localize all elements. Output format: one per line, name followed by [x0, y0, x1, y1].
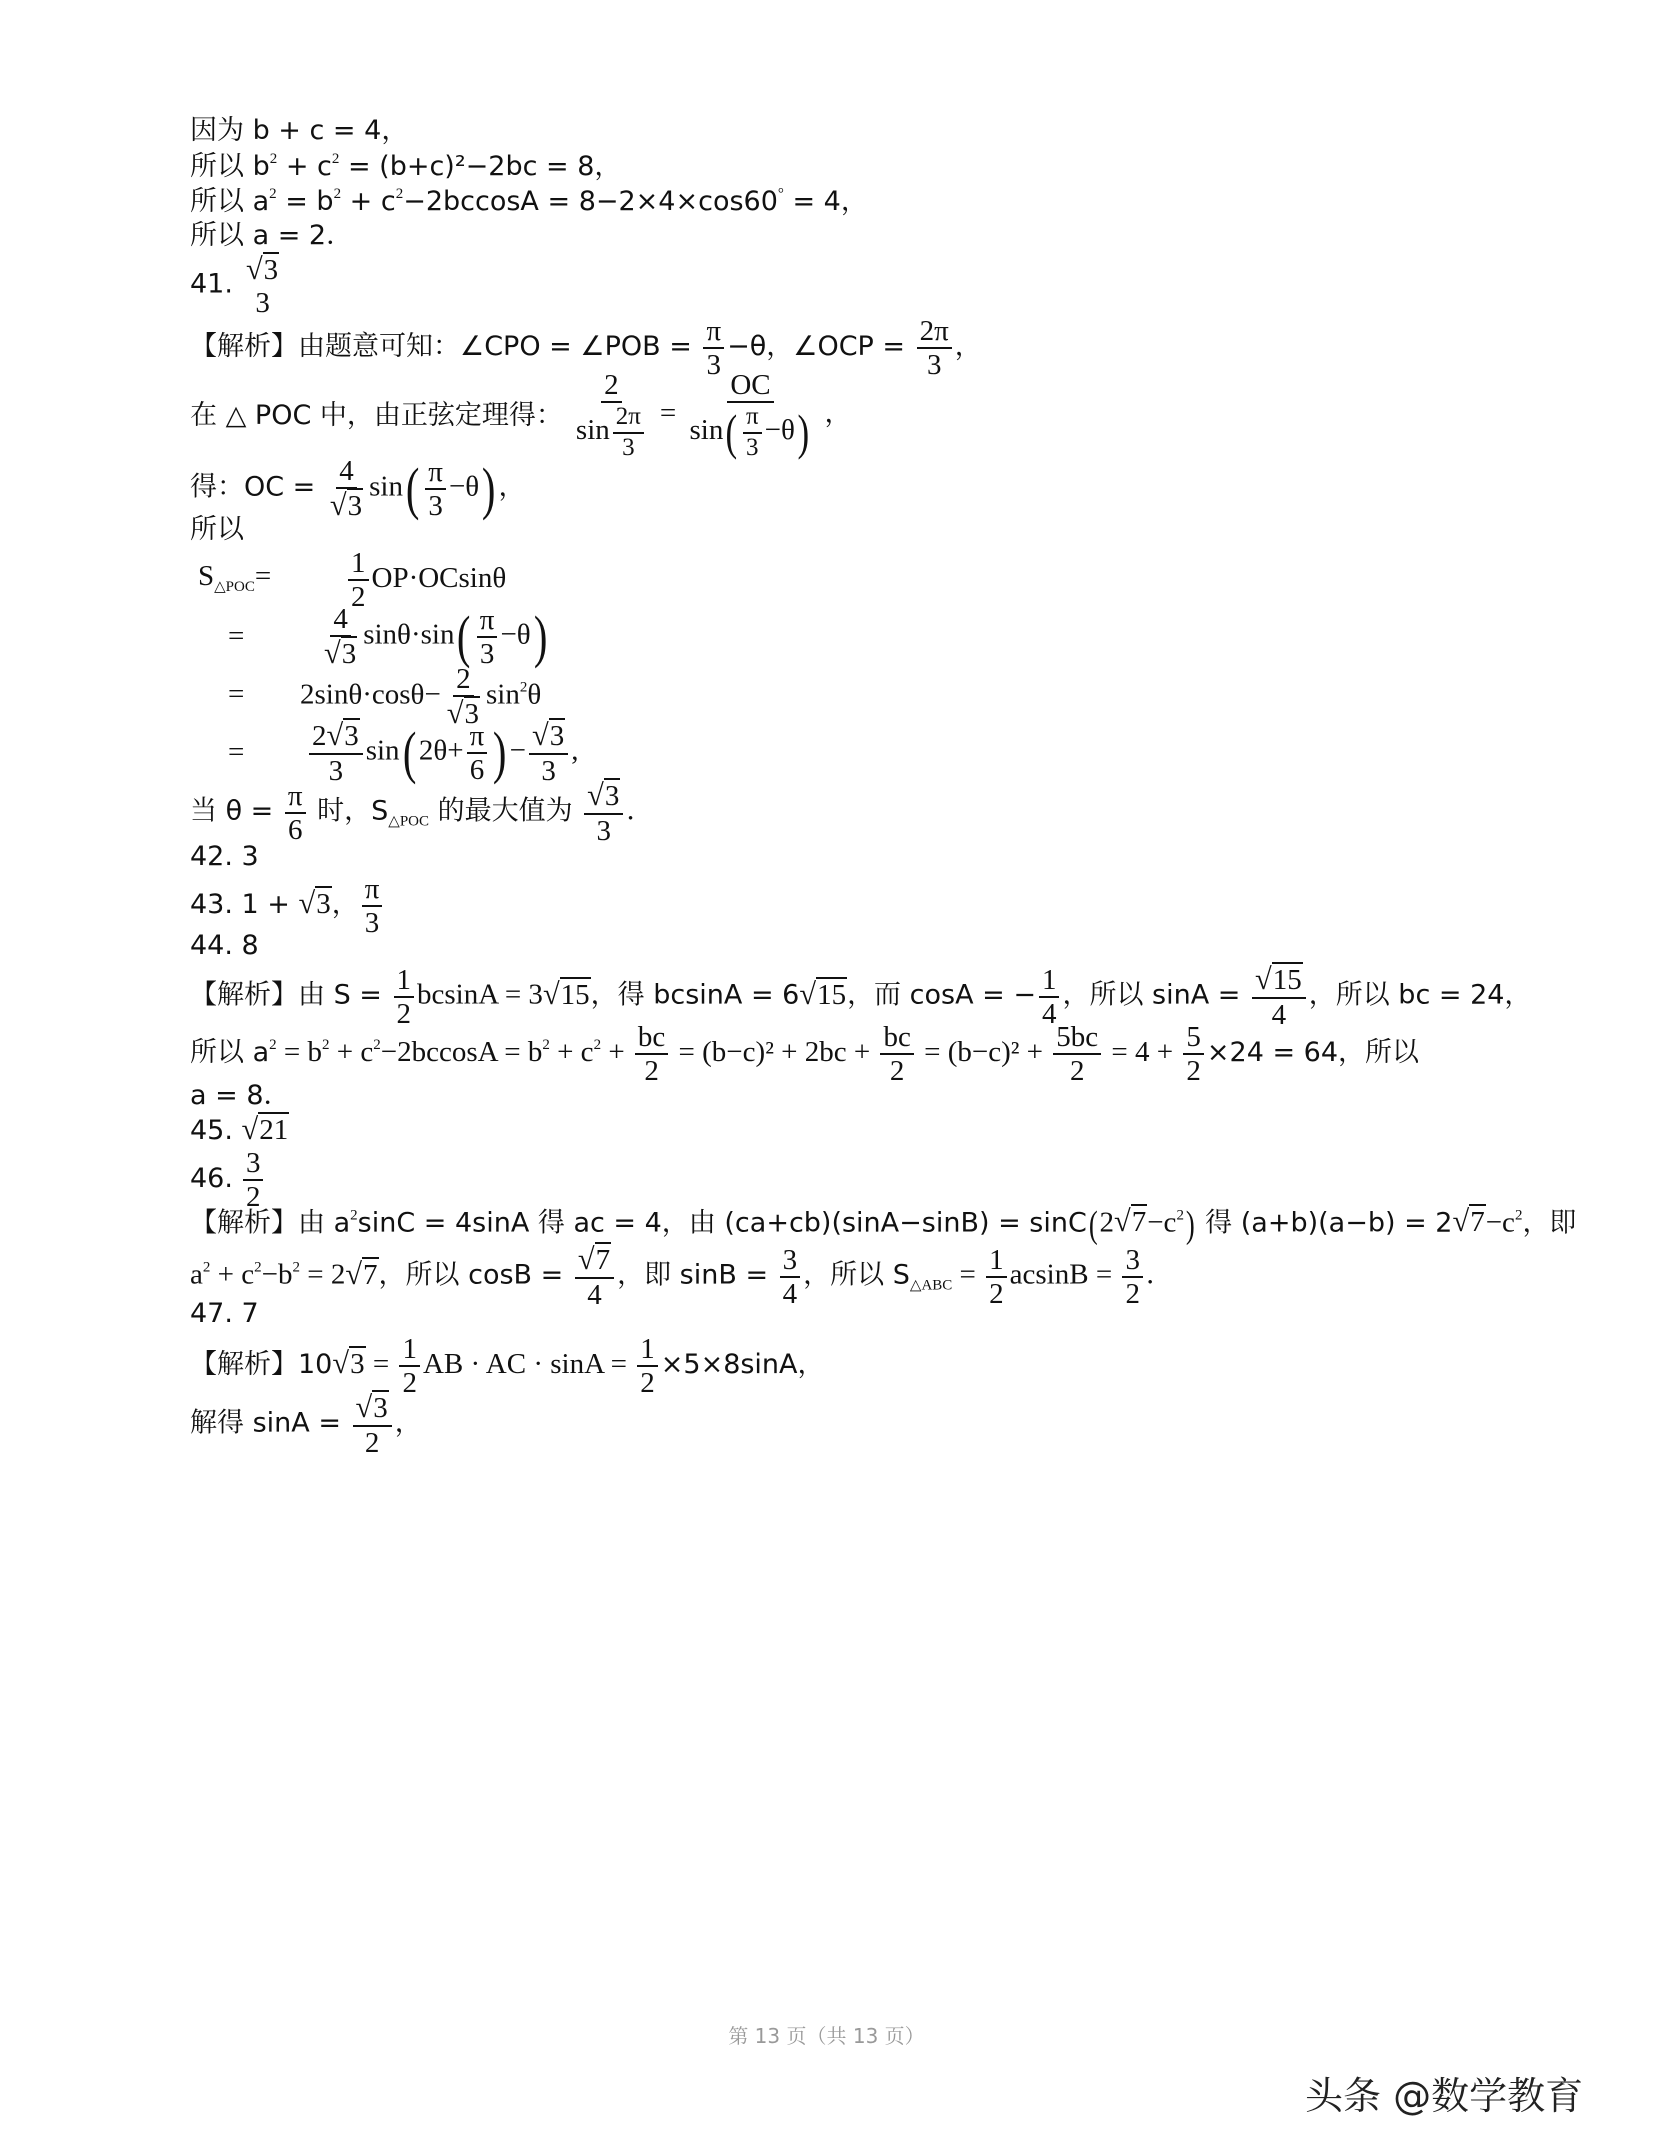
equation-row-4: $\frac{2√3}{3}$ sin(2θ+ $\frac{\pi}{6}$ )− $\frac{√3}{3}$ ,	[306, 720, 578, 786]
fraction: $\frac{\pi}{3}$	[703, 316, 724, 381]
text-line: 【解析】10√3 = $\frac{1}{2}$ AB · AC · sinA = $\frac{1}{2}$ ×5×8sinA，	[190, 1333, 825, 1400]
page-footer: 第 13 页（共 13 页）	[728, 2024, 925, 2048]
fraction: $\frac{2\pi}{3}$	[917, 316, 952, 381]
question-number: 41.	[190, 268, 233, 300]
text: = 4，	[783, 186, 868, 217]
question-41	[190, 254, 285, 318]
fraction: $\frac{4}{√3}$	[329, 455, 363, 523]
equation-row-3: 2sinθ·cosθ− $\frac{2}{√3}$ $\sin^2\theta$	[300, 663, 542, 731]
text: =	[659, 396, 684, 429]
analysis-label: 【解析】由题意可知：∠CPO = ∠POB =	[190, 330, 701, 362]
fraction: 2 sin $\frac{2\pi}{3}$	[573, 370, 650, 461]
text-line	[190, 117, 408, 145]
text: + c	[341, 186, 396, 217]
superscript: 2	[395, 186, 404, 202]
text-line	[190, 152, 621, 181]
superscript: 2	[333, 186, 342, 202]
text-line	[190, 222, 353, 250]
text: + c	[277, 151, 332, 182]
question-44: 44. 8	[190, 930, 259, 961]
watermark: 头条 @数学教育	[1305, 2074, 1584, 2118]
text: 所以	[190, 514, 244, 545]
superscript: 2	[269, 186, 277, 202]
equals-sign: =	[228, 678, 245, 710]
text: ，	[824, 397, 852, 429]
text-line: 所以 $a^2 = b^2 + c^2-2bccosA = b^2 + c^2$ + $\frac{bc}{2}$ = (b−c)² + 2bc + $\frac{bc}{2}$ = (b−c)² + $\frac{5bc}{2}$ = 4 + $\frac{5}{2}$ ×24 = 64，所以	[190, 1021, 1420, 1088]
fraction: √3 3	[245, 252, 279, 319]
text-line: 得：OC = $\frac{4}{√3}$ sin( $\frac{\pi}{3}$ −θ) ，	[190, 455, 526, 523]
equation-row-2: $\frac{4}{√3}$ sinθ·sin( $\frac{\pi}{3}$ −θ)	[324, 603, 548, 671]
superscript: 2	[269, 151, 278, 167]
text-line: 【解析】由 S = $\frac{1}{2}$ bcsinA = 3√15，得 bcsinA = 6√15，而 cosA = − $\frac{1}{4}$ ，所以 sinA = $\frac{√15}{4}$ ，所以 bc = 24，	[190, 962, 1532, 1031]
text: 所以 b	[190, 151, 270, 182]
text: 得：OC =	[190, 471, 324, 503]
superscript: 2	[331, 151, 340, 167]
text-line: 解得 sinA = $\frac{√3}{2}$ ，	[190, 1390, 422, 1459]
question-47: 47. 7	[190, 1298, 259, 1329]
text: 在 △ POC 中，由正弦定理得：	[190, 399, 563, 431]
text-line	[190, 370, 852, 461]
text: −2bccosA = 8−2×4×cos60	[403, 186, 778, 217]
text: 所以 a	[190, 186, 270, 217]
denominator: 3	[255, 286, 270, 319]
text: = (b+c)²−2bc = 8，	[339, 151, 622, 182]
text: = b	[276, 186, 334, 217]
fraction: OC sin( $\frac{\pi}{3}$ −θ)	[689, 369, 810, 461]
text-line: a = 8．	[190, 1080, 291, 1111]
question-45: 45. √21	[190, 1112, 289, 1146]
text: ，	[954, 330, 982, 362]
radicand: 3	[263, 254, 279, 286]
equals-sign: =	[228, 620, 245, 652]
equals-sign: =	[228, 736, 245, 768]
question-46: 46. $\frac{3}{2}$	[190, 1148, 266, 1213]
text-line	[190, 187, 868, 216]
text-line	[190, 516, 244, 544]
equation-row-1: $\frac{1}{2}$ OP·OCsinθ	[345, 548, 506, 613]
text: −θ，∠OCP =	[727, 330, 914, 362]
text-line: 当 θ = $\frac{\pi}{6}$ 时，$S_{\triangle POC}$ 的最大值为 $\frac{√3}{3}$ ．	[190, 778, 654, 847]
equation-lhs: $S_{\triangle POC}=$	[198, 560, 272, 595]
text-line: $a^2 + c^2-b^2 = 2√7$，所以 cosB = $\frac{√7}{4}$ ，即 sinB = $\frac{3}{4}$ ，所以 $S_{\triangle ABC}$ = $\frac{1}{2}$ acsinB = $\frac{3}{2}$ ．	[190, 1242, 1173, 1311]
text: 所以 a = 2．	[190, 220, 354, 251]
question-43: 43. 1 + √3， $\frac{\pi}{3}$	[190, 874, 385, 939]
text-line: 【解析】由 $a^2\sin C = 4\sin A$ 得 ac = 4，由 $(ca+cb)(\sin A-\sin B) = \sin C(2√7-c^2)$ 得 $(a+b)(a-b) = 2√7-c^2$，即	[190, 1204, 1577, 1246]
superscript: °	[777, 186, 784, 202]
question-42: 42. 3	[190, 841, 259, 872]
text: 因为 b + c = 4，	[190, 115, 409, 146]
